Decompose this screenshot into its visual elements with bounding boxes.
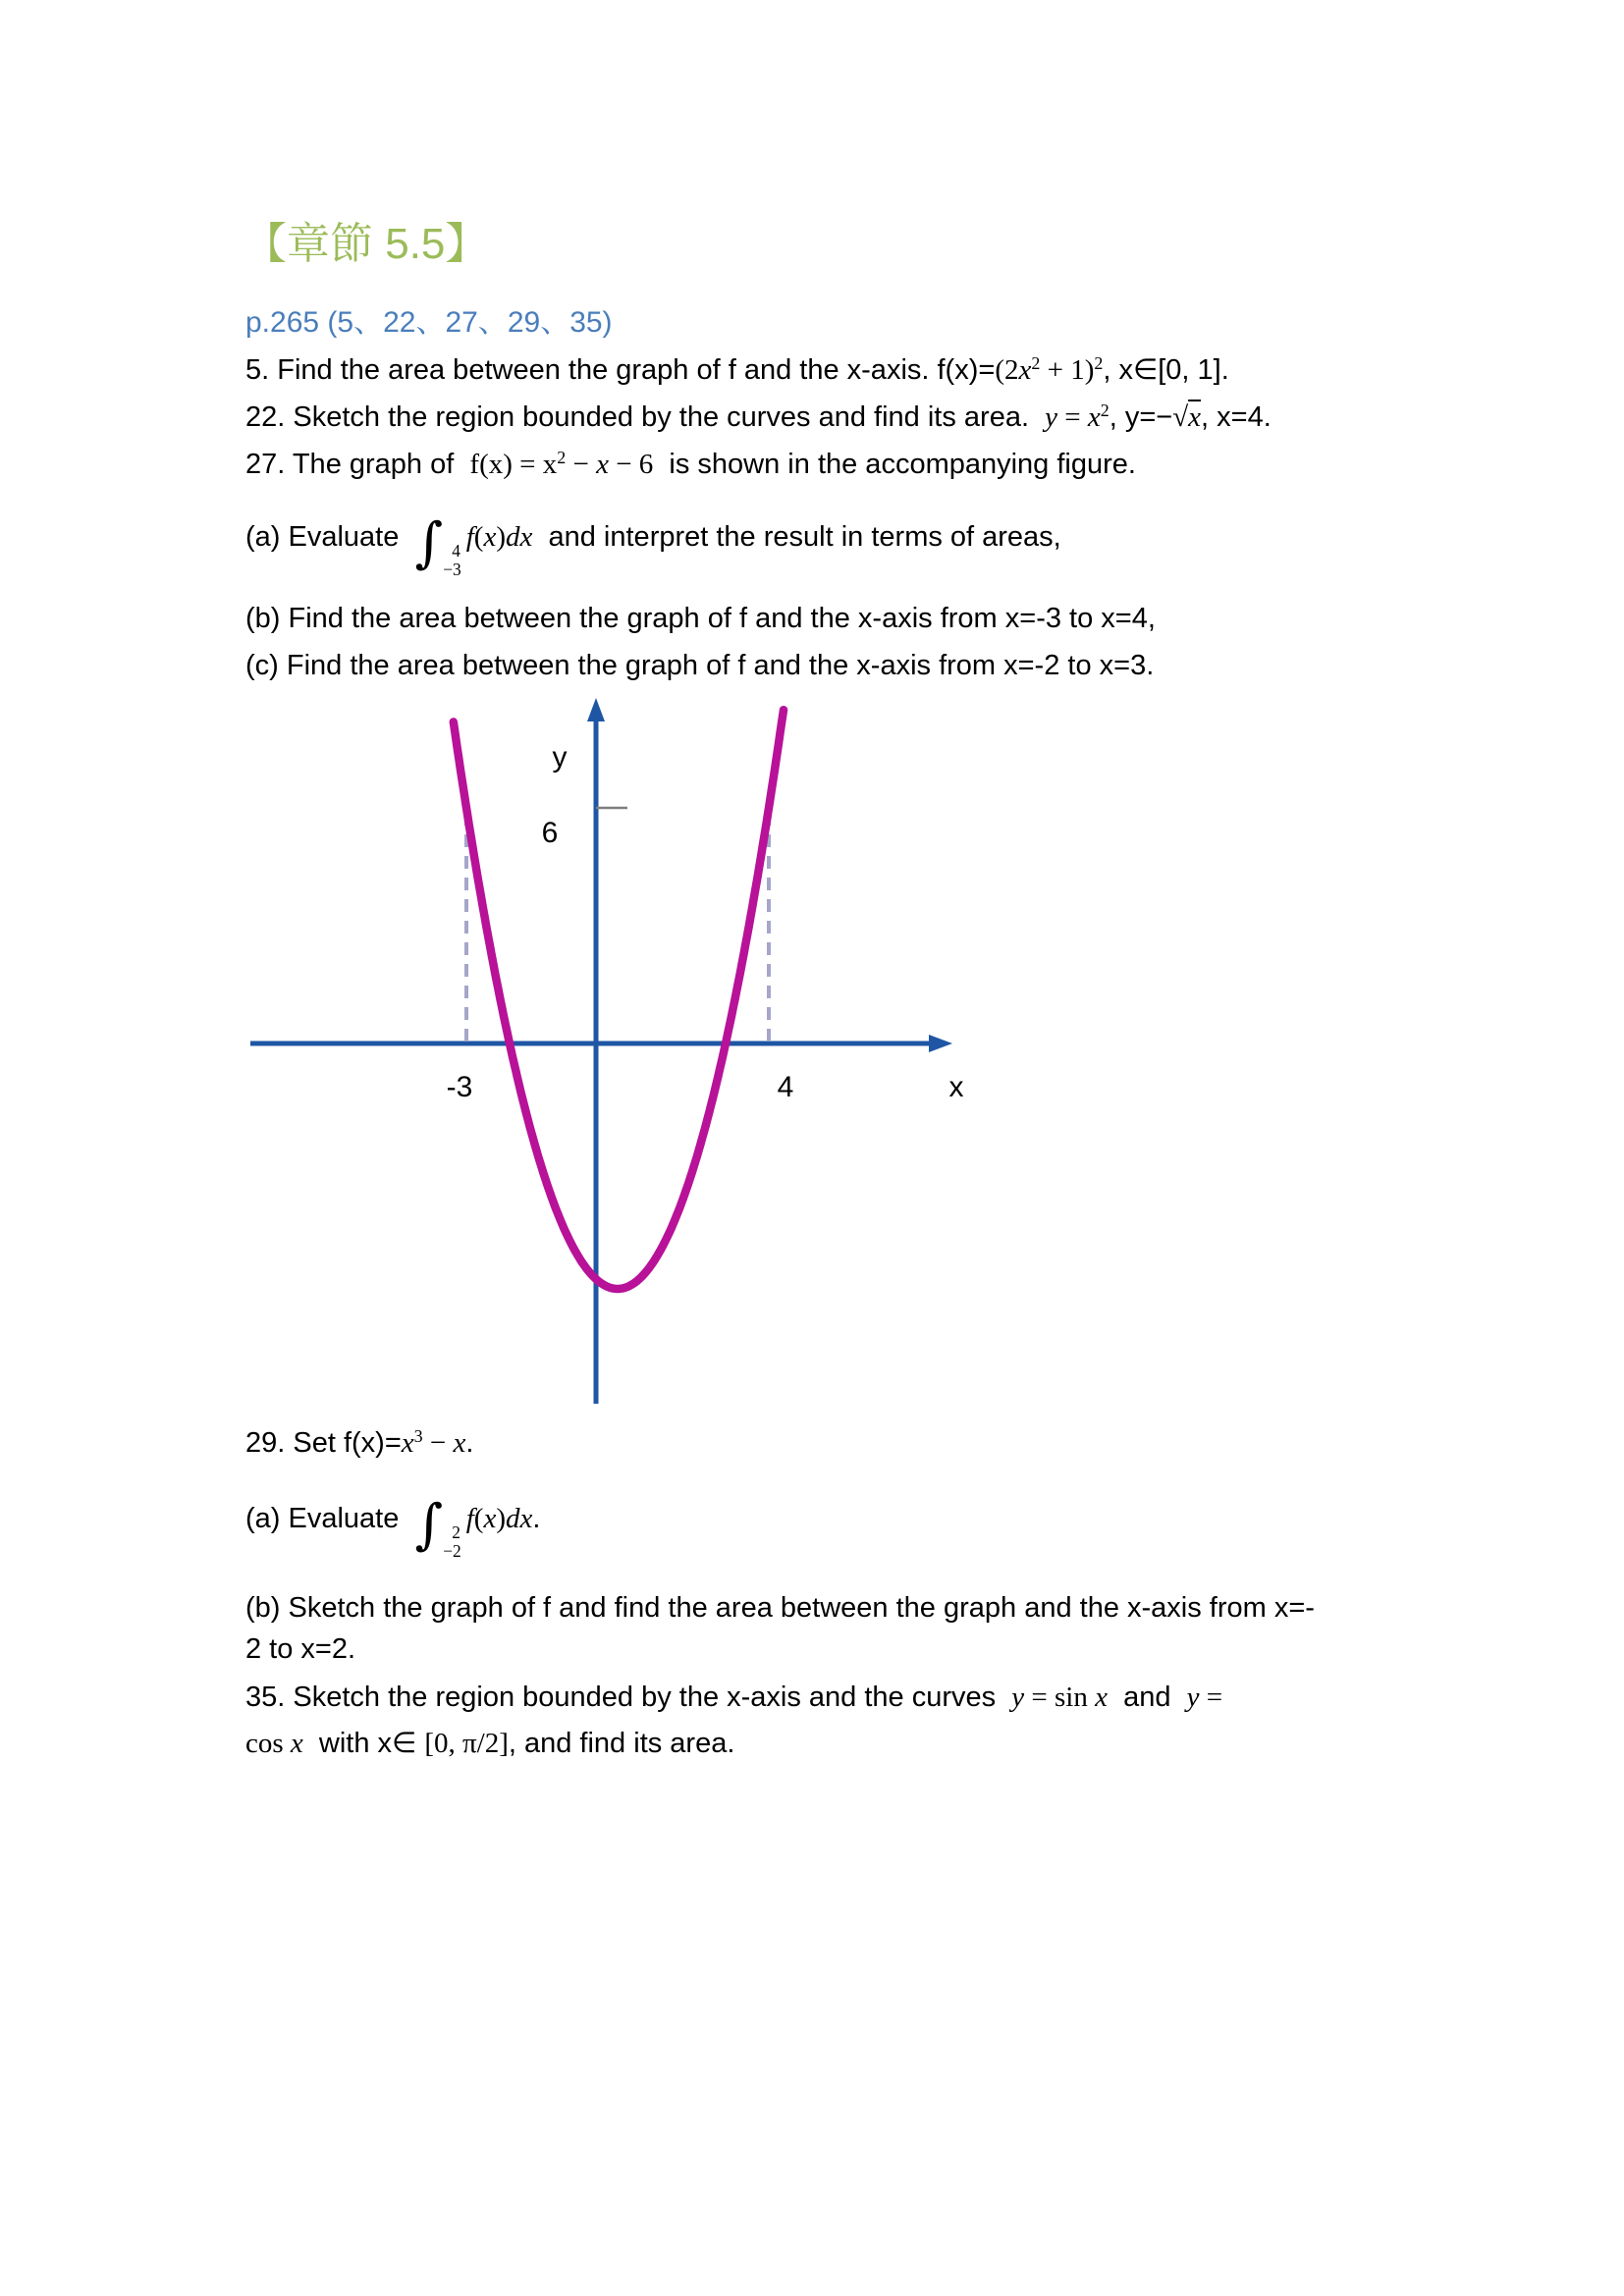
parabola-curve	[454, 710, 784, 1289]
parabola-figure	[226, 680, 972, 1421]
dashed-guides	[466, 810, 769, 1041]
x-tick-label-neg3: -3	[446, 1071, 473, 1103]
problem-35-text-line1: 35. Sketch the region bounded by the x-axis and the curves y = sin x and y =	[245, 1682, 1223, 1713]
x-tick-label-4: 4	[777, 1071, 794, 1103]
problem-29b-text-line1: (b) Sketch the graph of f and find the area between the graph and the x-axis from x=-	[245, 1592, 1315, 1624]
y-axis-label: y	[552, 741, 568, 774]
x-axis-label: x	[948, 1071, 964, 1103]
y-axis-arrow-icon	[587, 698, 605, 721]
problem-27-text: 27. The graph of $f(x) = x^2 - x - 6$ is shown in the accompanying figure.	[245, 448, 1136, 480]
problem-27b-text: (b) Find the area between the graph of f and the x-axis from x=-3 to x=4,	[245, 603, 1156, 634]
page-reference: p.265 (5、22、27、29、35)	[245, 306, 613, 339]
problem-27c-text: (c) Find the area between the graph of f and the x-axis from x=-2 to x=3.	[245, 650, 1155, 681]
problem-35-text-line2: cos x with x∈ [0, π/2], and find its area.	[245, 1728, 735, 1759]
problem-29a-text: (a) Evaluate ∫ 2 −2 f(x)dx.	[245, 1492, 541, 1561]
problem-27a-text: (a) Evaluate ∫ 4 −3 f(x)dx and interpret the result in terms of areas,	[245, 510, 1061, 579]
problem-29-text: 29. Set $f(x)=x^3 - x$.	[245, 1426, 474, 1459]
y-tick-label-6: 6	[541, 817, 559, 849]
problem-29b-text-line2: 2 to x=2.	[245, 1633, 356, 1665]
section-heading: 【章節 5.5】	[244, 220, 489, 268]
problem-5-text: 5. Find the area between the graph of f and the x-axis. $f(x)=(2x^2 + 1)^2$, x∈[0, 1].	[245, 353, 1229, 386]
x-axis-arrow-icon	[929, 1035, 952, 1052]
problem-22-text: 22. Sketch the region bounded by the curves and find its area. $y = x^2$, y=−√x, x=4.	[245, 400, 1272, 433]
